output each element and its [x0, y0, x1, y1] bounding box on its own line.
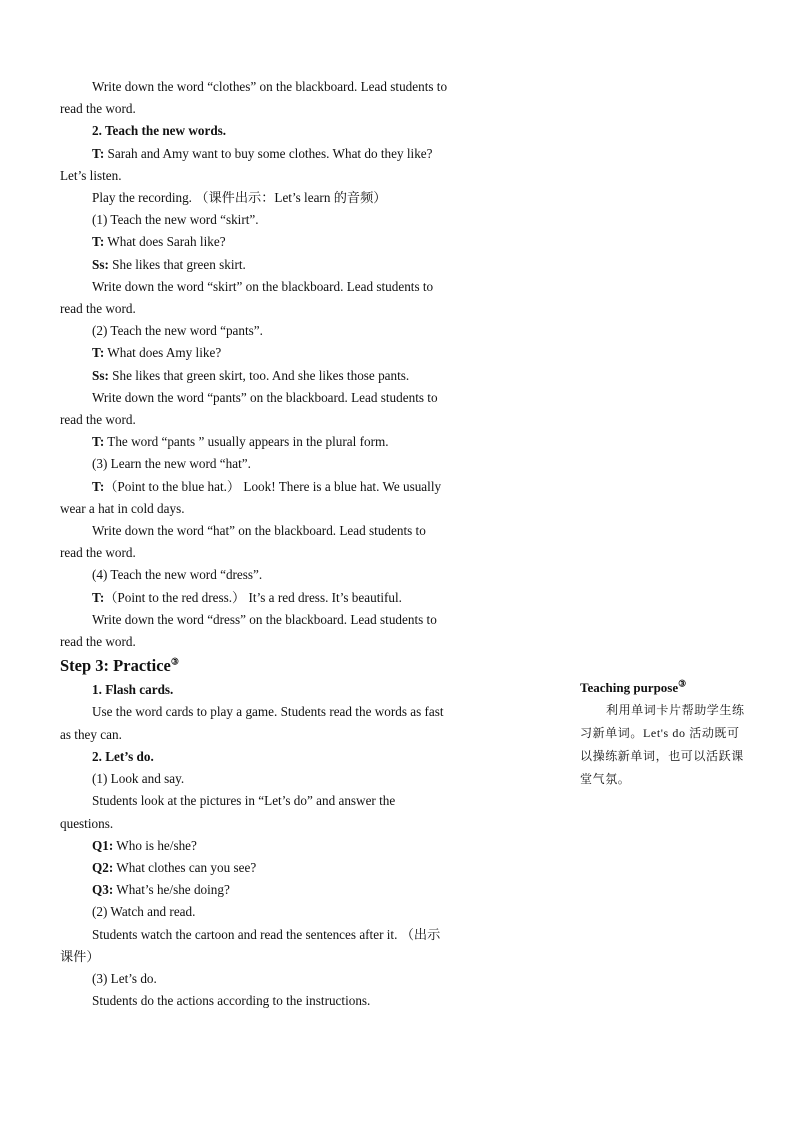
dialogue-text: （Point to the red dress.） It’s a red dress. It’s beautiful. [104, 589, 402, 605]
paragraph-cont: wear a hat in cold days. [60, 500, 185, 516]
list-item: (1) Teach the new word “skirt”. [92, 212, 259, 228]
question-label: Q1: [92, 837, 114, 853]
list-item: (1) Look and say. [92, 771, 185, 787]
dialogue-line [60, 254, 528, 276]
paragraph: Write down the word “skirt” on the blackboard. Lead students to [92, 278, 434, 294]
question-line [60, 879, 528, 901]
list-item: (3) Let’s do. [92, 970, 157, 986]
section-heading: 1. Flash cards. [92, 682, 174, 698]
question-label: Q3: [92, 882, 114, 898]
paragraph-cont: read the word. [60, 545, 136, 561]
speaker-label: T: [92, 234, 105, 250]
dialogue-text: She likes that green skirt. [108, 256, 246, 272]
dialogue-text: The word “pants ” usually appears in the plural form. [104, 434, 389, 450]
dialogue-line [60, 476, 528, 498]
dialogue-line [60, 431, 528, 453]
dialogue-text: She likes that green skirt, too. And she likes those pants. [108, 367, 410, 383]
dialogue-line [60, 143, 528, 165]
paragraph-cont: read the word. [60, 301, 136, 317]
dialogue-line [60, 365, 528, 387]
question-line [60, 835, 528, 857]
note-text: 利用单词卡片帮助学生练习新单词。Let's do 活动既可以操练新单词，也可以活跃课堂气氛。 [580, 703, 745, 786]
dialogue-text: What does Amy like? [104, 345, 222, 361]
speaker-label: T: [92, 345, 105, 361]
teaching-purpose-note [580, 676, 752, 791]
speaker-label: T: [92, 589, 105, 605]
section-heading: 2. Teach the new words. [92, 123, 227, 139]
question-label: Q2: [92, 859, 114, 875]
list-item: (4) Teach the new word “dress”. [92, 567, 263, 583]
dialogue-line [60, 587, 528, 609]
question-text: Who is he/she? [113, 837, 197, 853]
speaker-label: T: [92, 478, 105, 494]
list-item: (2) Teach the new word “pants”. [92, 323, 263, 339]
speaker-label: T: [92, 145, 105, 161]
note-title-text: Teaching purpose [580, 680, 679, 695]
step-heading [60, 653, 528, 679]
paragraph-cont: read the word. [60, 412, 136, 428]
paragraph: Write down the word “dress” on the blackboard. Lead students to [92, 611, 437, 627]
dialogue-line [60, 231, 528, 253]
paragraph: Write down the word “pants” on the blackboard. Lead students to [92, 389, 438, 405]
paragraph-cont: 课件） [60, 948, 100, 964]
paragraph: Write down the word “hat” on the blackboard. Lead students to [92, 523, 426, 539]
dialogue-text: Sarah and Amy want to buy some clothes. What do they like? [104, 145, 433, 161]
list-item: (2) Watch and read. [92, 904, 196, 920]
paragraph-cont: as they can. [60, 726, 122, 742]
paragraph: Write down the word “clothes” on the blackboard. Lead students to [92, 79, 448, 94]
paragraph-cont: read the word. [60, 634, 136, 650]
footnote-mark: ③ [678, 678, 687, 689]
question-text: What’s he/she doing? [113, 882, 230, 898]
speaker-label: T: [92, 434, 105, 450]
footnote-mark: ③ [170, 656, 179, 667]
paragraph-cont: questions. [60, 815, 114, 831]
paragraph: Students watch the cartoon and read the sentences after it. （出示 [92, 926, 441, 942]
paragraph: Use the word cards to play a game. Students read the words as fast [92, 704, 444, 720]
question-text: What clothes can you see? [113, 859, 257, 875]
note-title [580, 676, 752, 699]
paragraph: Students look at the pictures in “Let’s do” and answer the [92, 793, 396, 809]
dialogue-text: （Point to the blue hat.） Look! There is a blue hat. We usually [104, 478, 442, 494]
paragraph-cont: read the word. [60, 101, 136, 117]
speaker-label: Ss: [92, 367, 109, 383]
dialogue-text: What does Sarah like? [104, 234, 226, 250]
lesson-body [60, 76, 528, 1012]
speaker-label: Ss: [92, 256, 109, 272]
section-heading: 2. Let’s do. [92, 748, 154, 764]
question-line [60, 857, 528, 879]
paragraph-cont: Let’s listen. [60, 167, 122, 183]
list-item: (3) Learn the new word “hat”. [92, 456, 251, 472]
paragraph: Students do the actions according to the instructions. [92, 993, 371, 1009]
paragraph: Play the recording. （课件出示：Let’s learn 的音频） [92, 190, 387, 206]
dialogue-line [60, 342, 528, 364]
step-heading-text: Step 3: Practice [60, 656, 171, 676]
